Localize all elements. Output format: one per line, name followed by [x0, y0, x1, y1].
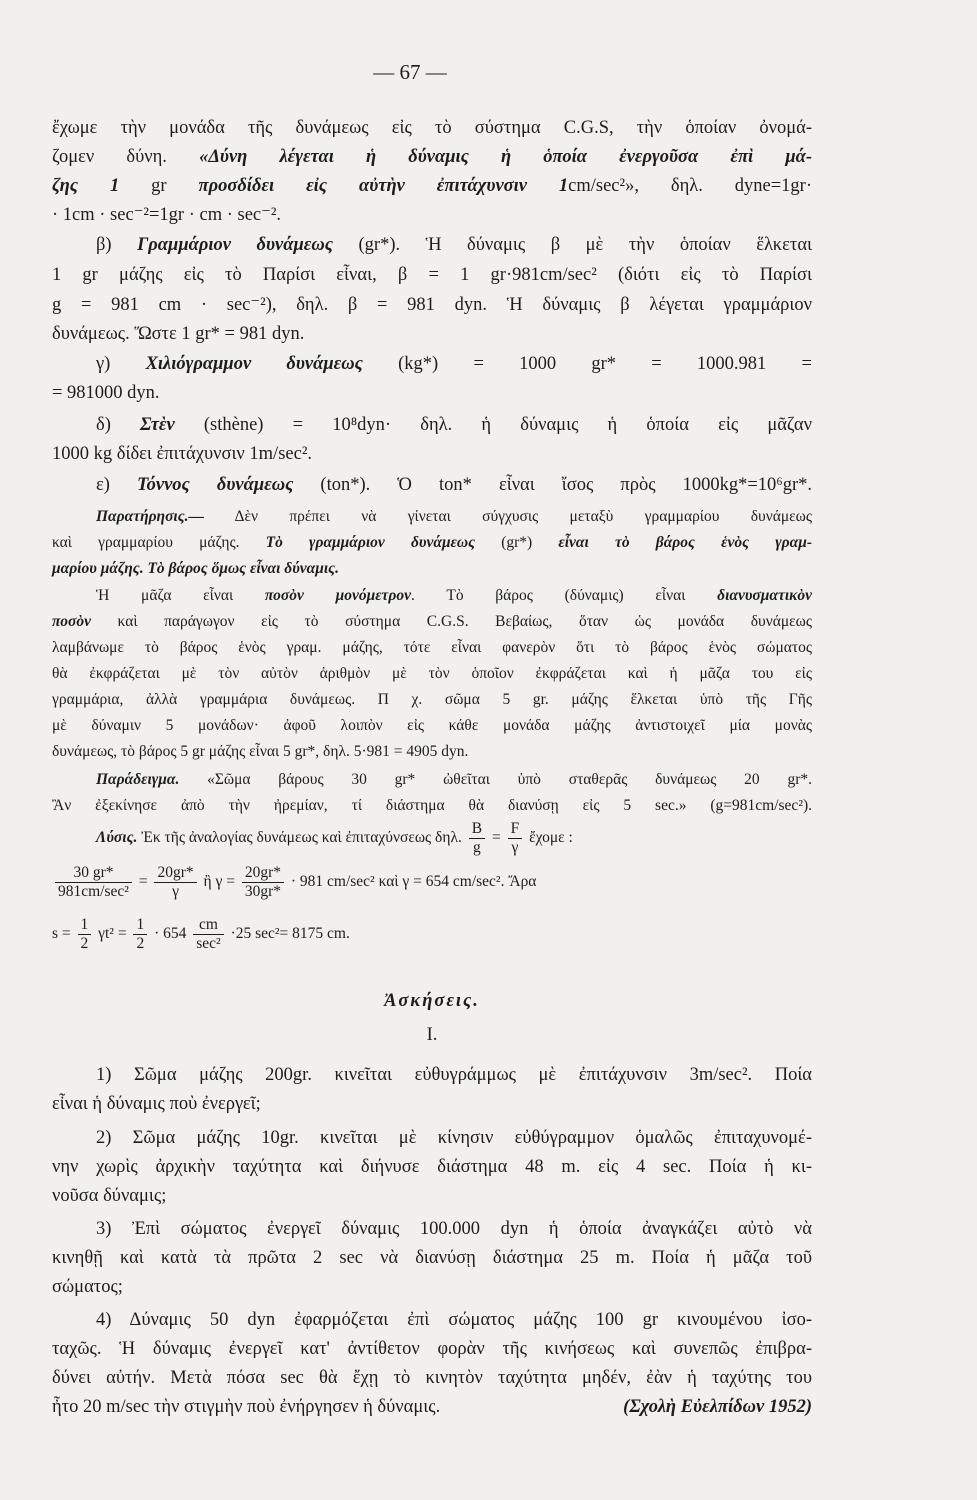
text-line: [52, 292, 812, 318]
text: καὶ παράγωγον εἰς τὸ σύστημα C.G.S. Βεβαίως, ὅταν ὡς μονάδα δυνάμεως: [90, 613, 812, 630]
text: = 981000 dyn.: [52, 383, 160, 403]
solution-label: Λύσις.: [96, 829, 138, 846]
fraction: [469, 820, 485, 857]
text-line: [52, 441, 812, 467]
fraction: [508, 820, 523, 857]
text: Δὲν πρέπει νὰ γίνεται σύγχυσις μεταξὺ γραμμαρίου δυνάμεως: [204, 508, 812, 525]
text: · 654: [150, 925, 191, 942]
text-line: [52, 739, 812, 765]
text-line: [52, 530, 812, 556]
text: (ton*). Ὁ ton* εἶναι ἴσος πρὸς 1000kg*=10⁶gr*.: [293, 475, 813, 495]
numerator: F: [508, 820, 523, 839]
solution-line: [96, 818, 812, 858]
definition-text: ζης 1: [52, 176, 152, 196]
term: Χιλιόγραμμον δυνάμεως: [145, 354, 363, 374]
text: ἔχομε :: [525, 829, 573, 846]
text: εἶναι ἡ δύναμις ποὺ ἐνεργεῖ;: [52, 1094, 261, 1114]
source-citation: (Σχολὴ Εὐελπίδων 1952): [623, 1397, 812, 1417]
text: ἔχωμε τὴν μονάδα τῆς δυνάμεως εἰς τὸ σύστημα C.G.S, τὴν ὁποίαν ὀνομά-: [52, 118, 812, 138]
page-number: — 67 —: [373, 60, 447, 84]
text: s =: [52, 925, 75, 942]
text: =: [488, 829, 505, 846]
text: λαμβάνωμε τὸ βάρος ἑνὸς γραμ. μάζης, τότε εἶναι φανερὸν ὅτι τὸ βάρος ἑνὸς σώματος: [52, 639, 812, 656]
definition-text: προσδίδει εἰς αὐτὴν ἐπιτάχυνσιν 1: [166, 176, 569, 196]
text: γt² =: [94, 925, 131, 942]
fraction: [55, 864, 132, 901]
text: δυνάμεως. Ὥστε 1 gr* = 981 dyn.: [52, 324, 305, 344]
text-line: [52, 556, 812, 582]
text: ·25 sec²= 8175 cm.: [226, 925, 350, 942]
text: Ἐκ τῆς ἀναλογίας δυνάμεως καὶ ἐπιταχύνσεως δηλ.: [137, 829, 466, 846]
term: Γραμμάριον δυνάμεως: [137, 235, 333, 255]
text: δ): [96, 415, 141, 435]
text-line: [96, 472, 812, 498]
equation-line: [52, 862, 812, 902]
text: ε): [96, 475, 137, 495]
text: 1) Σῶμα μάζης 200gr. κινεῖται εὐθυγράμμως μὲ ἐπιτάχυνσιν 3m/sec². Ποία: [96, 1065, 812, 1085]
text: =: [134, 873, 152, 890]
text: (sthène) = 10⁸dyn· δηλ. ἡ δύναμις ἡ ὁποία εἰς μᾶζαν: [174, 415, 812, 435]
text-line: [52, 687, 812, 713]
text-line: [52, 321, 812, 347]
numerator: 1: [78, 916, 92, 935]
term: ποσὸν μονόμετρον: [264, 587, 412, 604]
exercise-line: [52, 1365, 812, 1391]
exercise-line: [52, 1336, 812, 1362]
text-line: [52, 609, 812, 635]
text: (gr*): [475, 534, 559, 551]
numerator: 20gr*: [154, 864, 196, 883]
text-line: [96, 583, 812, 609]
equation-line: [52, 914, 812, 954]
note-label: Παρατήρησις.—: [96, 508, 205, 525]
text-line: [96, 412, 812, 438]
text-line: [52, 262, 812, 288]
text: καὶ γραμμαρίου μάζης.: [52, 534, 266, 551]
text: (gr*). Ἡ δύναμις β μὲ τὴν ὁποίαν ἕλκεται: [332, 235, 812, 255]
text-line: [52, 635, 812, 661]
text-line: [96, 767, 812, 793]
text-line: [52, 202, 812, 228]
text: (kg*) = 1000 gr* = 1000.981 =: [362, 354, 812, 374]
section-heading: Ἀσκήσεις.: [384, 991, 480, 1011]
text: Ἡ μᾶζα εἶναι: [96, 587, 265, 604]
text: γ): [96, 354, 146, 374]
text: «Σῶμα βάρους 30 gr* ὠθεῖται ὑπὸ σταθερᾶς δυνάμεως 20 gr*.: [179, 771, 812, 788]
term: ποσὸν: [52, 613, 91, 630]
text: μὲ δύναμιν 5 μονάδων· ἀφοῦ λοιπὸν εἰς κάθε μονάδα μάζης ἀντιστοιχεῖ μία μονὰς: [52, 717, 812, 734]
denominator: γ: [511, 838, 519, 856]
exercise-line: [52, 1274, 812, 1300]
exercise-line: [96, 1125, 812, 1151]
text: νην χωρὶς ἀρχικὴν ταχύτητα καὶ διήνυσε διάστημα 48 m. εἰς 4 sec. Ποία ἡ κι-: [52, 1157, 812, 1177]
numerator: cm: [193, 916, 223, 935]
fraction: [78, 916, 92, 953]
numerator: 20gr*: [242, 864, 284, 883]
text: 1 gr μάζης εἰς τὸ Παρίσι εἶναι, β = 1 gr·981cm/sec² (διότι εἰς τὸ Παρίσι: [52, 265, 812, 285]
text: cm/sec²», δηλ. dyne=1gr·: [568, 176, 812, 196]
exercise-line: [52, 1245, 812, 1271]
fraction: [133, 916, 147, 953]
text-line: [96, 504, 812, 530]
denominator: 30gr*: [244, 882, 281, 900]
text: g = 981 cm · sec⁻²), δηλ. β = 981 dyn. Ἡ δύναμις β λέγεται γραμμάριον: [52, 295, 812, 315]
fraction: [154, 864, 196, 901]
text-line: [52, 713, 812, 739]
term: διανυσματικὸν: [717, 587, 812, 604]
denominator: g: [473, 838, 481, 856]
text-line: [52, 144, 812, 170]
text: δύνει αὐτήν. Μετὰ πόσα sec θὰ ἔχῃ τὸ κινητὸν ταχύτητα μηδέν, ἐὰν ἡ ταχύτης του: [52, 1368, 812, 1388]
term: Στὲν: [140, 415, 175, 435]
numerator: 1: [133, 916, 147, 935]
exercise-line: [52, 1091, 812, 1117]
text-line: [96, 351, 812, 377]
text: 2) Σῶμα μάζης 10gr. κινεῖται μὲ κίνησιν εὐθύγραμμον ὁμαλῶς ἐπιταχυνομέ-: [96, 1128, 812, 1148]
numerator: 30 gr*: [55, 864, 132, 883]
text: gr: [151, 176, 167, 196]
exercise-line: [52, 1154, 812, 1180]
example-label: Παράδειγμα.: [96, 771, 180, 788]
term: Τόννος δυνάμεως: [137, 475, 294, 495]
text: δυνάμεως, τὸ βάρος 5 gr μάζης εἶναι 5 gr*, δηλ. 5·981 = 4905 dyn.: [52, 743, 469, 760]
text: 1000 kg δίδει ἐπιτάχυνσιν 1m/sec².: [52, 444, 312, 464]
text: νοῦσα δύναμις;: [52, 1186, 167, 1206]
text-line: [52, 793, 812, 819]
text: γραμμάρια, ἀλλὰ γραμμάρια δυνάμεως. Π χ. σῶμα 5 gr. μάζης ἕλκεται ὑπὸ τῆς Γῆς: [52, 691, 812, 708]
text: . Τὸ βάρος (δύναμις) εἶναι: [411, 587, 718, 604]
text-line: [52, 661, 812, 687]
exercise-line: [96, 1216, 812, 1242]
numerator: B: [469, 820, 485, 839]
denominator: sec²: [196, 934, 221, 952]
text: μαρίου μάζης. Τὸ βάρος ὅμως εἶναι δύναμις.: [52, 560, 339, 577]
exercise-line: [96, 1307, 812, 1333]
exercise-line: [96, 1062, 812, 1088]
text: θὰ ἐκφράζεται μὲ τὸν αὐτὸν ἀριθμὸν μὲ τὸν ὁποῖον ἐκφράζεται καὶ ἡ μᾶζα του εἰς: [52, 665, 812, 682]
denominator: 2: [136, 934, 145, 952]
text: ἦτο 20 m/sec τὴν στιγμὴν ποὺ ἐνήργησεν ἡ δύναμις.: [52, 1397, 441, 1417]
text-line: [52, 380, 812, 406]
text: ἢ γ =: [199, 873, 239, 890]
text: β): [96, 235, 138, 255]
text: κινηθῇ καὶ κατὰ τὰ πρῶτα 2 sec νὰ διανύσῃ διάστημα 25 m. Ποία ἡ μᾶζα τοῦ: [52, 1248, 812, 1268]
text-line: [52, 115, 812, 141]
text: ζομεν δύνη.: [52, 147, 200, 167]
text: 3) Ἐπὶ σώματος ἐνεργεῖ δύναμις 100.000 dyn ἡ ὁποία ἀναγκάζει αὐτὸ νὰ: [96, 1219, 812, 1239]
denominator: 981cm/sec²: [58, 882, 129, 900]
term: εἶναι τὸ βάρος ἑνὸς γραμ-: [558, 534, 812, 551]
text: ταχῶς. Ἡ δύναμις ἐνεργεῖ κατ' ἀντίθετον φορὰν τῆς κινήσεως καὶ συνεπῶς ἐπιβρα-: [52, 1339, 812, 1359]
text: σώματος;: [52, 1277, 123, 1297]
fraction: [242, 864, 284, 901]
text: · 1cm · sec⁻²=1gr · cm · sec⁻².: [52, 205, 282, 225]
text: 4) Δύναμις 50 dyn ἐφαρμόζεται ἐπὶ σώματος μάζης 100 gr κινουμένου ἰσο-: [96, 1310, 812, 1330]
text: · 981 cm/sec² καὶ γ = 654 cm/sec². Ἄρα: [286, 873, 537, 890]
denominator: γ: [172, 882, 179, 900]
section-number: I.: [426, 1025, 438, 1045]
text: Ἂν ἐξεκίνησε ἀπὸ τὴν ἠρεμίαν, τί διάστημα θὰ διανύσῃ εἰς 5 sec.» (g=981cm/sec²).: [52, 797, 812, 814]
fraction: [193, 916, 223, 953]
text-line: [96, 232, 812, 258]
denominator: 2: [80, 934, 89, 952]
term: Τὸ γραμμάριον δυνάμεως: [265, 534, 476, 551]
exercise-line: [52, 1183, 812, 1209]
exercise-line: [52, 1394, 812, 1420]
definition-text: «Δύνη λέγεται ἡ δύναμις ἡ ὁποία ἐνεργοῦσα ἐπὶ μά-: [199, 147, 812, 167]
text-line: [52, 173, 812, 199]
